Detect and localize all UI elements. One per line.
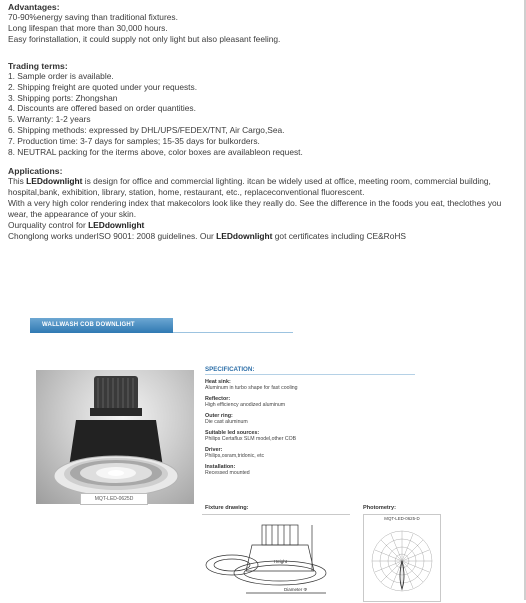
fixture-drawing-title: Fixture drawing: [205,505,249,511]
photometry-model-label: MQT-LED-0625-D [384,516,420,521]
specification-title: SPECIFICATION: [205,366,255,373]
product-keyword: LEDdownlight [26,175,83,186]
description-text [8,2,513,241]
trading-terms-title: Trading terms: [8,60,68,71]
specification-list [205,379,405,481]
spec-installation: Installation: Recessed mounted [205,464,250,477]
certification-line: Chonglong works underISO 9001: 2008 guidelines. Our LEDdownlight got certificates including CE&RoHS [8,230,407,241]
advantages-title: Advantages: [8,2,60,12]
quality-control-line: Ourquality control for LEDdownlight [8,219,145,230]
specification-rule [205,374,415,375]
trading-term: 3. Shipping ports: Zhongshan [8,92,118,103]
trading-term: 2. Shipping freight are quoted under your requests. [8,81,198,92]
trading-term: 8. NEUTRAL packing for the iterms above, color boxes are availableon request. [8,147,303,158]
polar-diagram [364,515,440,601]
photometry-title: Photometry: [363,505,396,511]
spec-led-sources: Suitable led sources: Philips Certaflux SLM model,other COB [205,430,297,443]
advantage-line: Long lifespan that more than 30,000 hours. [8,22,168,33]
spec-driver: Driver: Philips,osram,tridonic, etc [205,447,265,460]
photometry-chart [363,514,441,602]
advantage-line: Easy forinstallation, it could supply not only light but also pleasant feeling. [8,33,281,44]
trading-term: 4. Discounts are offered based on order quantities. [8,103,196,114]
diameter-dimension-label: Diameter Φ [284,587,308,592]
fixture-line-drawing [202,515,350,601]
banner-rule [173,332,293,333]
spec-outer-ring: Outer ring: Die cast aluminum [205,413,248,426]
product-sheet [30,318,500,600]
trading-term: 7. Production time: 3-7 days for samples; 15-35 days for bulkorders. [8,136,260,147]
product-photo [36,370,194,504]
advantage-line: 70-90%energy saving than traditional fixtures. [8,12,178,22]
color-rendering-paragraph: With a very high color rendering index that makecolors look like they really do. See the difference in the foods you eat, theclothes you wear, the appearance of your skin. [8,197,502,219]
trading-term: 1. Sample order is available. [8,70,114,81]
downlight-image [36,370,194,504]
product-keyword: LEDdownlight [216,230,273,241]
product-keyword: LEDdownlight [88,219,145,230]
spec-heat-sink: Heat sink: Aluminum in turbo shape for fast cooling [205,379,298,392]
spec-reflector: Reflector: High efficiency anodized aluminum [205,396,286,409]
height-dimension-label: Height [274,559,288,564]
applications-title: Applications: [8,165,63,176]
trading-term: 5. Warranty: 1-2 years [8,114,91,125]
model-number-label: MQT-LED-0625D [80,493,148,505]
applications-paragraph: This LEDdownlight is design for office and commercial lighting. itcan be widely used at office, meeting room, commercial building, hospital,bank, exhibition, library, station, home, restaurant, etc., replaceconventional fluorescent. [8,175,491,197]
product-banner: WALLWASH COB DOWNLIGHT [30,318,173,333]
fixture-drawing [202,514,350,601]
trading-term: 6. Shipping methods: expressed by DHL/UPS/FEDEX/TNT, Air Cargo,Sea. [8,125,285,136]
